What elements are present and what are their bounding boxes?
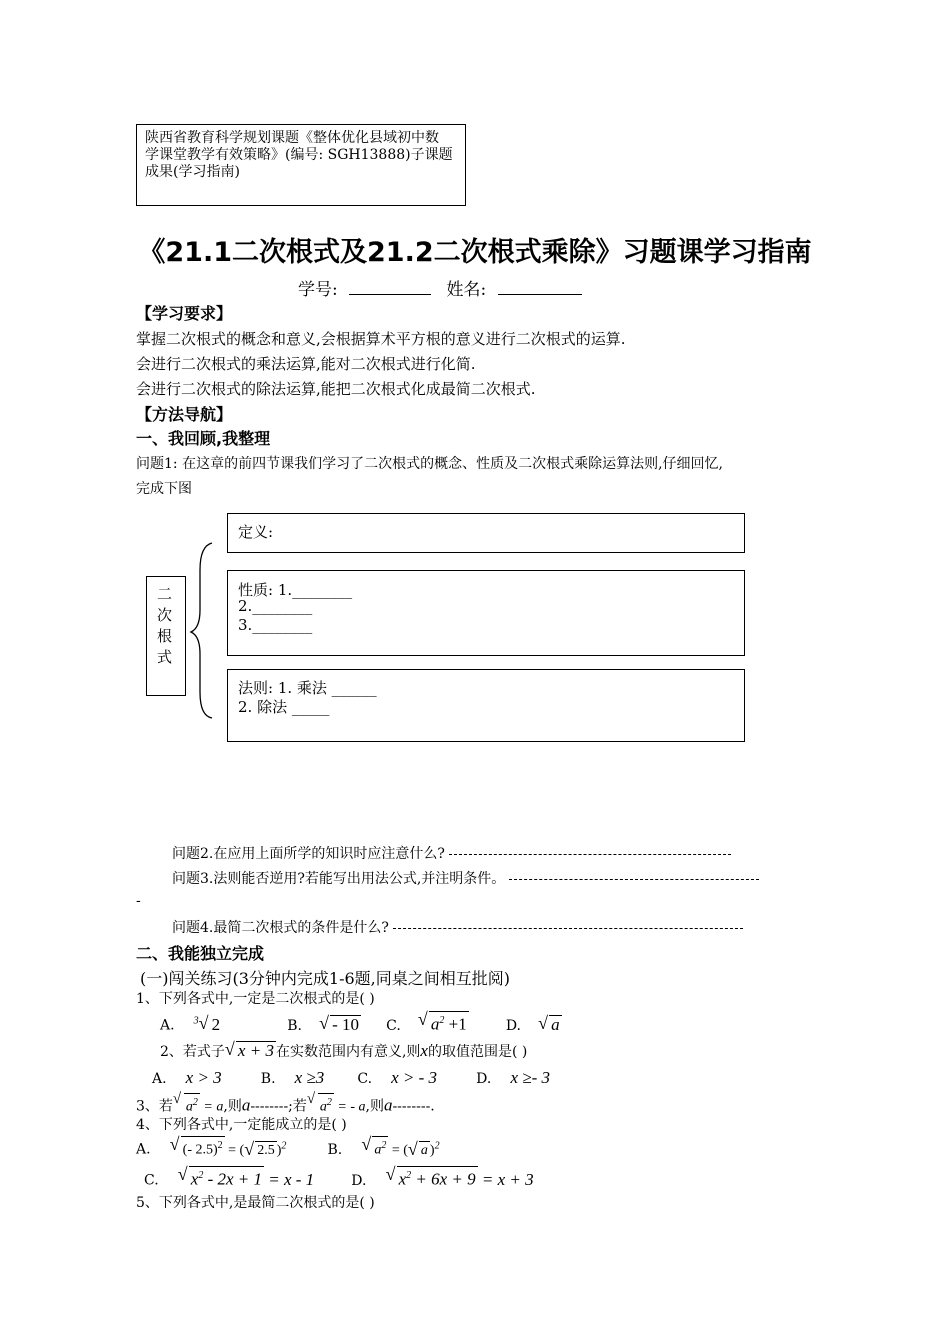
diagram-definition-label: 定义:	[238, 523, 274, 541]
exercise-2-stem-c: 的取值范围是( )	[427, 1044, 528, 1060]
requirements-heading: 【学习要求】	[136, 304, 233, 323]
section2-heading: 二、我能独立完成	[136, 944, 265, 963]
exercise-2-option-d-label: D.	[476, 1071, 492, 1087]
question-2-answer-line[interactable]	[449, 854, 731, 855]
exercise-4-d-inner: + 6x + 9	[411, 1169, 476, 1189]
exercise-1-option-a-expr: $^3$ √ 2	[193, 1012, 221, 1034]
header-box	[136, 124, 466, 206]
exercise-2-option-b-expr: x ≥3	[294, 1068, 325, 1087]
exercise-2-option-b-label: B.	[260, 1071, 276, 1087]
diagram-root-char-4: 式	[157, 648, 173, 666]
header-line-3: 成果(学习指南)	[145, 164, 240, 180]
exercise-4-option-a-expr: √ (- 2.5)$^2$ = ( √ 2.5 )$^2$	[169, 1134, 287, 1159]
exercise-1-options	[160, 1011, 562, 1035]
exercise-4-option-c-expr: √ $x^2 - 2x + 1 = x - 1$	[177, 1164, 315, 1189]
exercise-2-option-d-expr: x ≥- 3	[510, 1068, 550, 1087]
exercise-3-var-1: a	[241, 1095, 251, 1115]
exercise-3: 3、若 √ $a^2 = a$,则a--------;若 √ $a^2$ = - a,则a--------.	[136, 1091, 435, 1115]
exercise-3-eq-2: = - a	[333, 1099, 366, 1115]
requirement-2: 会进行二次根式的乘法运算,能对二次根式进行化简.	[136, 355, 476, 373]
diagram-rule-multiplication: 法则: 1. 乘法 ______	[238, 679, 377, 697]
exercise-4-b-exp-1: 2	[381, 1140, 387, 1151]
exercise-2-stem-b: 在实数范围内有意义,则	[275, 1044, 421, 1060]
question-1-line-2: 完成下图	[136, 481, 192, 497]
diagram-property-1: 性质: 1.________	[238, 581, 353, 599]
student-name-label: 姓名:	[446, 280, 487, 300]
exercise-3-pre: 3、若	[136, 1098, 173, 1115]
requirement-1: 掌握二次根式的概念和意义,会根据算术平方根的意义进行二次根式的运算.	[136, 330, 626, 348]
exercise-4-a-right: 2.5	[257, 1142, 275, 1158]
student-id-label: 学号:	[298, 280, 338, 300]
question-4-answer-line[interactable]	[393, 928, 743, 929]
exercise-4-a-mid: = (	[224, 1142, 245, 1158]
exercise-1-option-c-base: a	[430, 1014, 440, 1034]
exercise-4-b-mid: = (	[388, 1142, 408, 1158]
exercise-1-option-a-radicand: 2	[211, 1014, 221, 1034]
exercise-4-b-left: a	[374, 1142, 382, 1158]
exercise-2-stem-a: 2、若式子	[160, 1044, 225, 1060]
exercise-4-option-b-expr: √ $a^2$ = ( √ a )$^2$	[361, 1134, 440, 1159]
question-2-text: 问题2.在应用上面所学的知识时应注意什么?	[172, 846, 445, 862]
exercise-1-option-d-label: D.	[505, 1017, 521, 1034]
exercise-2-options	[152, 1068, 550, 1088]
exercise-3-base-2: a	[319, 1099, 327, 1115]
exercise-3-var-2: a	[383, 1095, 393, 1115]
exercise-1-option-b-radicand: - 10	[332, 1014, 360, 1034]
exercise-3-end: --------.	[392, 1098, 435, 1115]
exercise-4-option-b-label: B.	[327, 1141, 343, 1158]
diagram-property-3: 3.________	[238, 616, 313, 634]
diagram-properties-box	[227, 570, 745, 656]
exercise-2-option-c-expr: x > - 3	[391, 1068, 438, 1087]
exercise-4-b-right: a	[420, 1142, 428, 1158]
exercise-4-b-close: )	[429, 1142, 435, 1158]
exercise-1-option-d-expr: √ a	[538, 1012, 560, 1034]
exercise-4-option-d-expr: √ $x^2 + 6x + 9 = x + 3$	[385, 1164, 534, 1189]
exercise-1-option-d-radicand: a	[551, 1014, 560, 1034]
exercise-4-c-exp: 2	[198, 1170, 204, 1181]
exercise-1-option-c-label: C.	[386, 1017, 401, 1034]
exercise-2-option-a-expr: x > 3	[185, 1068, 222, 1087]
student-name-field[interactable]	[498, 294, 582, 295]
exercise-4-c-inner: - 2x + 1	[203, 1169, 262, 1189]
exercise-3-mid-2: --------;若	[250, 1098, 307, 1115]
header-line-1: 陕西省教育科学规划课题《整体优化县域初中数	[145, 130, 439, 146]
exercise-1-option-c-exp: 2	[439, 1015, 445, 1026]
exercise-2-option-a-label: A.	[152, 1071, 167, 1087]
question-4-text: 问题4.最简二次根式的条件是什么?	[172, 920, 389, 936]
exercise-4-stem: 4、下列各式中,一定能成立的是( )	[136, 1117, 347, 1133]
question-4	[172, 917, 743, 937]
diagram-definition-box	[227, 513, 745, 553]
exercise-1-option-a-index: 3	[193, 1015, 199, 1026]
exercise-1-option-a-label: A.	[160, 1017, 175, 1034]
question-3	[172, 868, 759, 888]
exercise-1-option-c-expr: √ $a^2 +1$	[417, 1009, 467, 1034]
exercise-3-base-1: a	[185, 1099, 193, 1115]
exercise-4-option-d-label: D.	[351, 1172, 367, 1189]
exercise-3-exp-2: 2	[326, 1097, 332, 1108]
exercise-4-options-ab	[136, 1136, 440, 1160]
diagram-root-box	[146, 576, 186, 696]
diagram-root-char-1: 二	[157, 585, 173, 603]
student-id-field[interactable]	[349, 294, 431, 295]
diagram-rules-box	[227, 669, 745, 742]
question-3-text: 问题3.法则能否逆用?若能写出用法公式,并注明条件。	[172, 871, 506, 887]
requirement-3: 会进行二次根式的除法运算,能把二次根式化成最简二次根式.	[136, 380, 536, 398]
exercise-2-radicand: x + 3	[237, 1041, 274, 1060]
exercise-4-option-a-label: A.	[136, 1141, 151, 1158]
page-title: 《21.1二次根式及21.2二次根式乘除》习题课学习指南	[138, 237, 812, 268]
exercise-4-c-rhs: = x - 1	[264, 1169, 315, 1189]
student-info	[298, 275, 582, 300]
diagram-property-2: 2.________	[238, 597, 313, 615]
exercise-4-options-cd	[144, 1166, 534, 1190]
exercise-2-stem: 2、若式子 √ x + 3 在实数范围内有意义,则x的取值范围是( )	[160, 1039, 528, 1060]
exercise-4-a-exp-1: 2	[217, 1140, 223, 1151]
exercise-4-a-exp-2: 2	[281, 1140, 287, 1151]
exercise-2-option-c-label: C.	[357, 1071, 373, 1087]
exercise-2-variable: x	[420, 1041, 428, 1060]
method-heading: 【方法导航】	[136, 405, 233, 424]
question-3-answer-line[interactable]	[509, 879, 759, 880]
exercise-3-exp-1: 2	[192, 1097, 198, 1108]
exercise-4-a-left: (- 2.5)	[182, 1142, 218, 1158]
exercise-3-eq-1: = a	[199, 1099, 224, 1115]
exercise-1-option-b-expr: √ - 10	[319, 1012, 360, 1034]
exercise-3-mid-1: ,则	[223, 1098, 242, 1115]
exercise-1-stem: 1、下列各式中,一定是二次根式的是( )	[136, 991, 375, 1007]
exercise-1-option-b-label: B.	[287, 1017, 302, 1034]
diagram-brace	[186, 540, 216, 720]
section2-subheading: (一)闯关练习(3分钟内完成1-6题,同桌之间相互批阅)	[140, 969, 511, 988]
exercise-4-d-exp: 2	[406, 1170, 412, 1181]
exercise-4-d-rhs: = x + 3	[477, 1169, 534, 1189]
exercise-1-option-c-rest: +1	[444, 1014, 467, 1034]
exercise-4-option-c-label: C.	[144, 1172, 159, 1189]
exercise-4-d-x: x	[398, 1169, 407, 1189]
question-3-continuation: -	[136, 893, 141, 909]
exercise-4-a-close: )	[276, 1142, 282, 1158]
diagram-root-char-2: 次	[157, 606, 173, 624]
diagram-root-char-3: 根	[157, 627, 173, 645]
question-1-line-1: 问题1: 在这章的前四节课我们学习了二次根式的概念、性质及二次根式乘除运算法则,仔细回忆,	[136, 456, 723, 472]
diagram-rule-division: 2. 除法 _____	[238, 698, 330, 716]
exercise-5-stem: 5、下列各式中,是最简二次根式的是( )	[136, 1195, 375, 1211]
section1-heading: 一、我回顾,我整理	[136, 429, 271, 448]
exercise-4-b-exp-2: 2	[434, 1140, 440, 1151]
question-2	[172, 843, 731, 863]
header-line-2: 学课堂教学有效策略》(编号: SGH13888)子课题	[145, 147, 453, 163]
exercise-4-c-x: x	[190, 1169, 199, 1189]
exercise-3-mid-3: ,则	[365, 1098, 384, 1115]
